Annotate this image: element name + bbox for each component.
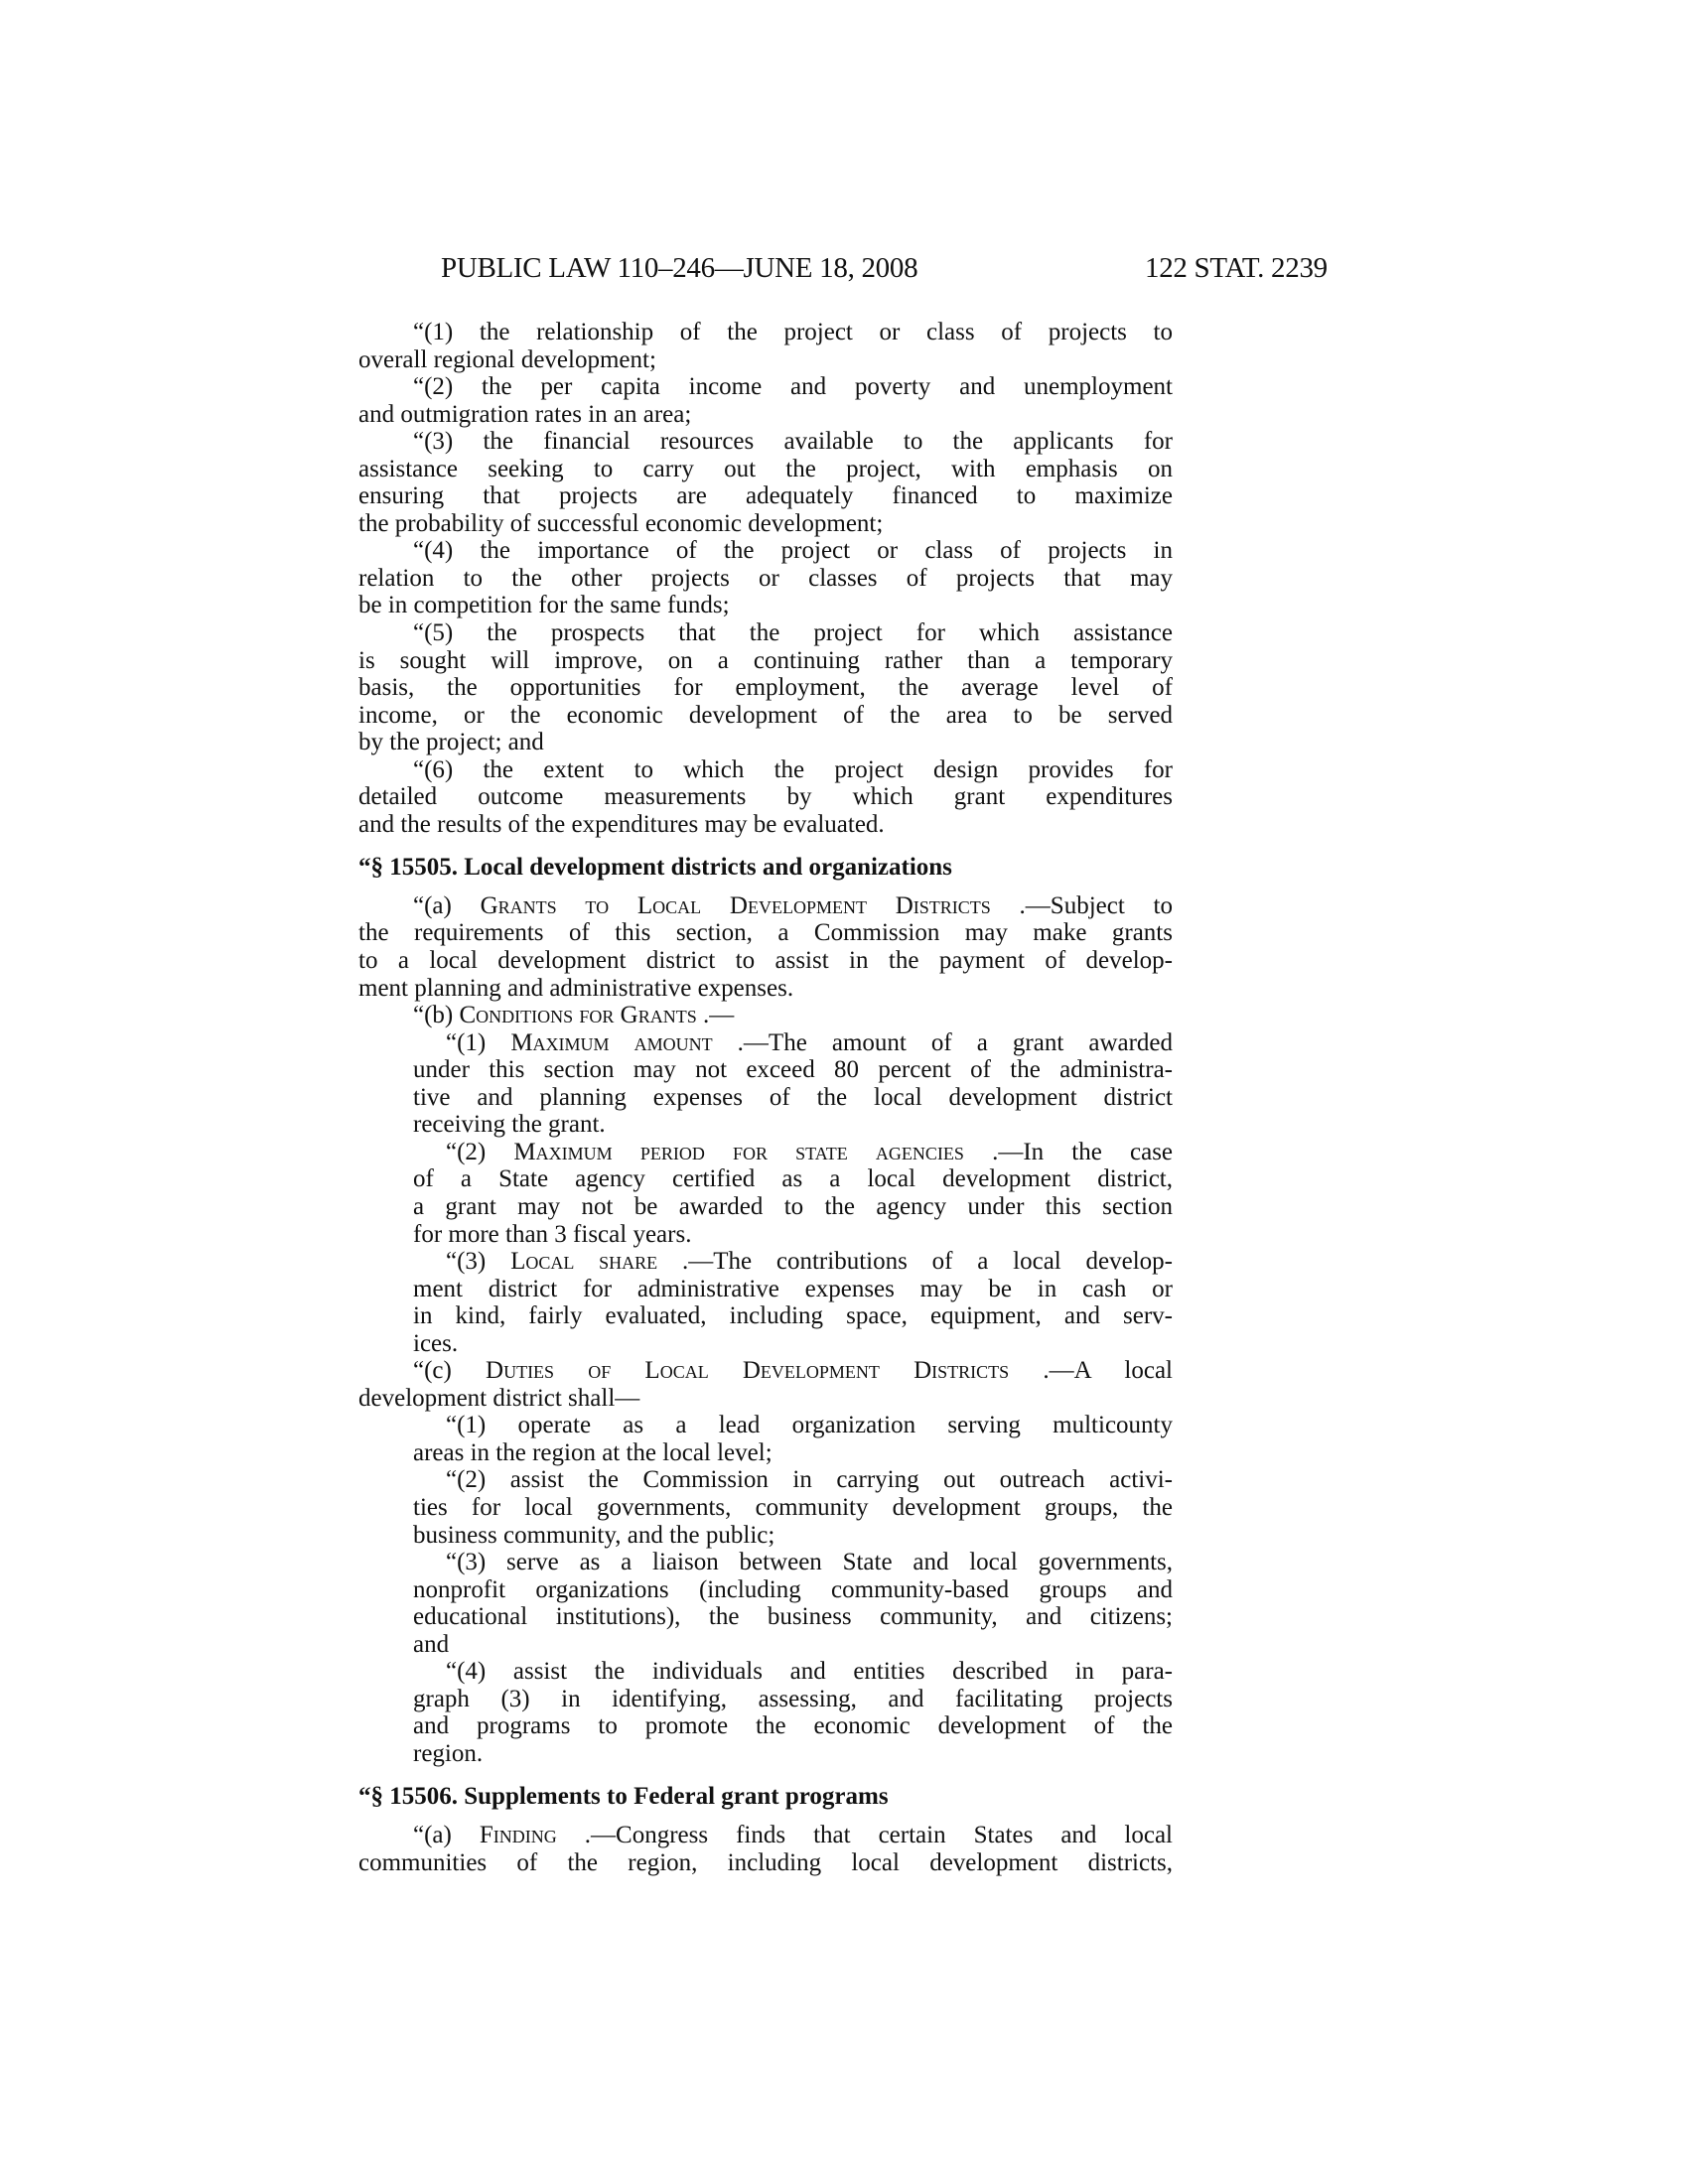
text-segment: “(b) <box>413 1002 460 1029</box>
text-line: for more than 3 fiscal years. <box>413 1220 692 1248</box>
text-line: “(3) the financial resources available to the applicants for <box>413 428 1173 456</box>
text-line: and programs to promote the economic development of the <box>413 1712 1173 1740</box>
text-line: by the project; and <box>358 729 544 756</box>
paragraph <box>358 373 1173 428</box>
paragraph <box>358 1002 1173 1029</box>
text-segment: “(a) <box>413 1821 480 1848</box>
text-line: ices. <box>413 1329 459 1357</box>
text-line: business community, and the public; <box>413 1521 775 1549</box>
page-number: 122 STAT. 2239 <box>1145 252 1328 284</box>
text-line: the requirements of this section, a Commission may make grants <box>358 919 1173 947</box>
text-segment: “(2) <box>446 1138 514 1165</box>
text-line: ment planning and administrative expenses. <box>358 974 794 1002</box>
small-caps-subheading: Conditions for Grants <box>459 1002 697 1029</box>
text-line: tive and planning expenses of the local development district <box>413 1083 1173 1111</box>
paragraph <box>358 1029 1173 1139</box>
text-line: “(2) the per capita income and poverty and unemployment <box>413 373 1173 401</box>
text-line <box>358 1822 1173 1849</box>
text-segment: .—In the case <box>992 1138 1174 1165</box>
text-line: is sought will improve, on a continuing rather than a temporary <box>358 646 1173 674</box>
text-line: “(4) assist the individuals and entities described in para- <box>446 1658 1173 1686</box>
text-line: nonprofit organizations (including community-based groups and <box>413 1575 1173 1603</box>
section-heading: “§ 15506. Supplements to Federal grant programs <box>358 1783 889 1811</box>
text-line: relation to the other projects or classes of projects that may <box>358 564 1173 592</box>
text-line: and outmigration rates in an area; <box>358 400 692 428</box>
text-segment: .—The amount of a grant awarded <box>737 1028 1174 1056</box>
text-segment: “(3) <box>446 1248 511 1276</box>
text-segment: .—The contributions of a local develop- <box>681 1248 1174 1276</box>
small-caps-subheading: Finding <box>479 1821 557 1848</box>
text-line: be in competition for the same funds; <box>358 592 730 619</box>
text-line <box>358 1248 1173 1276</box>
text-line: ties for local governments, community development groups, the <box>413 1493 1173 1521</box>
text-segment: “(c) <box>413 1357 487 1385</box>
paragraph <box>358 1139 1173 1248</box>
text-segment: .— <box>703 1002 735 1029</box>
text-line: “(4) the importance of the project or class of projects in <box>413 537 1173 565</box>
text-line: “(1) the relationship of the project or class of projects to <box>413 319 1173 345</box>
text-line: basis, the opportunities for employment, the average level of <box>358 674 1173 702</box>
text-segment: “(1) <box>446 1028 511 1056</box>
paragraph <box>358 619 1173 756</box>
text-line: under this section may not exceed 80 percent of the administra- <box>413 1056 1173 1084</box>
text-line: areas in the region at the local level; <box>413 1438 773 1466</box>
small-caps-subheading: Maximum amount <box>510 1028 713 1056</box>
paragraph <box>358 1466 1173 1549</box>
paragraph <box>358 1549 1173 1658</box>
text-line <box>358 892 1173 920</box>
text-segment: “(a) <box>413 891 481 919</box>
paragraph <box>358 892 1173 1002</box>
text-line: in kind, fairly evaluated, including space, equipment, and serv- <box>413 1302 1173 1330</box>
text-segment: .—A local <box>1043 1357 1173 1385</box>
text-segment: .—Congress finds that certain States and local <box>584 1821 1174 1848</box>
paragraph <box>358 1248 1173 1357</box>
text-line: ment district for administrative expenses may be in cash or <box>413 1275 1173 1302</box>
text-line: assistance seeking to carry out the project, with emphasis on <box>358 455 1173 482</box>
running-header-title: PUBLIC LAW 110–246—JUNE 18, 2008 <box>441 252 918 284</box>
text-line: “(1) operate as a lead organization serving multicounty <box>446 1412 1173 1439</box>
text-line <box>358 1002 1173 1029</box>
document-body <box>358 319 1173 1876</box>
small-caps-subheading: Local share <box>510 1248 658 1276</box>
paragraph <box>358 428 1173 537</box>
small-caps-subheading: Duties of Local Development Districts <box>486 1357 1010 1385</box>
text-line: “(3) serve as a liaison between State and local governments, <box>446 1549 1173 1576</box>
paragraph <box>358 537 1173 619</box>
text-line: receiving the grant. <box>413 1111 606 1139</box>
text-line: detailed outcome measurements by which grant expenditures <box>358 783 1173 811</box>
paragraph <box>358 1412 1173 1466</box>
text-line: ensuring that projects are adequately financed to maximize <box>358 482 1173 510</box>
text-line: educational institutions), the business community, and citizens; <box>413 1603 1173 1631</box>
paragraph <box>358 1658 1173 1767</box>
text-line: development district shall— <box>358 1384 640 1412</box>
text-line: region. <box>413 1739 484 1767</box>
text-line: of a State agency certified as a local development district, <box>413 1165 1173 1193</box>
paragraph <box>358 1822 1173 1876</box>
text-line: overall regional development; <box>358 345 656 373</box>
section-heading: “§ 15505. Local development districts and organizations <box>358 854 952 882</box>
text-line: to a local development district to assist in the payment of develop- <box>358 947 1173 975</box>
text-line <box>358 1029 1173 1057</box>
text-line: “(6) the extent to which the project design provides for <box>413 755 1173 783</box>
text-line: “(5) the prospects that the project for which assistance <box>413 619 1173 647</box>
text-line: communities of the region, including local development districts, <box>358 1848 1173 1876</box>
text-line: and <box>413 1630 450 1658</box>
text-line: a grant may not be awarded to the agency under this section <box>413 1192 1173 1220</box>
text-line: graph (3) in identifying, assessing, and facilitating projects <box>413 1685 1173 1712</box>
small-caps-subheading: Maximum period for state agencies <box>513 1138 964 1165</box>
text-line: the probability of successful economic development; <box>358 509 884 537</box>
text-segment: .—Subject to <box>1019 891 1173 919</box>
paragraph <box>358 756 1173 839</box>
paragraph <box>358 319 1173 373</box>
text-line <box>358 1139 1173 1166</box>
text-line: income, or the economic development of the area to be served <box>358 701 1173 729</box>
paragraph <box>358 1357 1173 1412</box>
small-caps-subheading: Grants to Local Development Districts <box>480 891 991 919</box>
text-line <box>358 1357 1173 1385</box>
text-line: “(2) assist the Commission in carrying out outreach activi- <box>446 1466 1173 1494</box>
text-line: and the results of the expenditures may be evaluated. <box>358 810 885 838</box>
